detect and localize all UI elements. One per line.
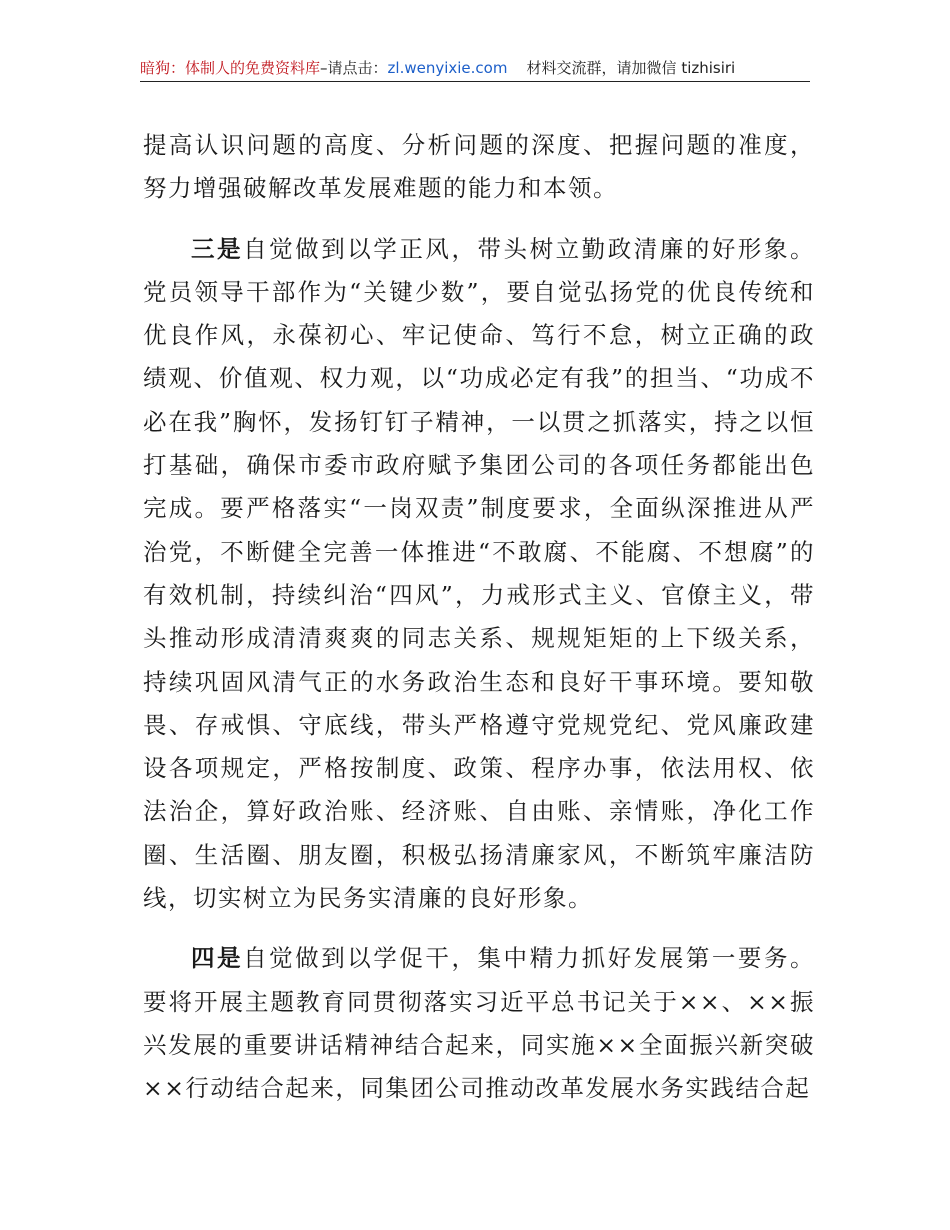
- paragraph-lead-bold: 三是: [191, 234, 244, 263]
- header-brand: 暗狗：体制人的免费资料库: [140, 59, 321, 77]
- paragraph-three: [143, 228, 815, 921]
- document-body: [143, 124, 815, 1111]
- header-prompt: –请点击：: [320, 59, 388, 77]
- paragraph-four: [143, 937, 815, 1110]
- paragraph-continued: [143, 124, 815, 211]
- page-header: [140, 56, 810, 82]
- paragraph-text: 自觉做到以学促干，集中精力抓好发展第一要务。要将开展主题教育同贯彻落实习近平总书记关于××、××振兴发展的重要讲话精神结合起来，同实施××全面振兴新突破××行动结合起来，同集团公司推动改革发展水务实践结合起: [143, 944, 816, 1103]
- header-contact: 材料交流群，请加微信 tizhisiri: [526, 59, 736, 77]
- header-url-link[interactable]: zl.wenyixie.com: [387, 59, 508, 77]
- paragraph-text: 自觉做到以学正风，带头树立勤政清廉的好形象。党员领导干部作为“关键少数”，要自觉弘扬党的优良传统和优良作风，永葆初心、牢记使命、笃行不怠，树立正确的政绩观、价值观、权力观，以“功成必定有我”的担当、“功成不必在我”胸怀，发扬钉钉子精神，一以贯之抓落实，持之以恒打基础，确保市委市政府赋予集团公司的各项任务都能出色完成。要严格落实“一岗双责”制度要求，全面纵深推进从严治党，不断健全完善一体推进“不敢腐、不能腐、不想腐”的有效机制，持续纠治“四风”，力戒形式主义、官僚主义，带头推动形成清清爽爽的同志关系、规规矩矩的上下级关系，持续巩固风清气正的水务政治生态和良好干事环境。要知敬畏、存戒惧、守底线，带头严格遵守党规党纪、党风廉政建设各项规定，严格按制度、政策、程序办事，依法用权、依法治企，算好政治账、经济账、自由账、亲情账，净化工作圈、生活圈、朋友圈，积极弘扬清廉家风，不断筑牢廉洁防线，切实树立为民务实清廉的良好形象。: [143, 234, 816, 913]
- paragraph-text: 提高认识问题的高度、分析问题的深度、把握问题的准度，努力增强破解改革发展难题的能力和本领。: [143, 131, 815, 203]
- paragraph-lead-bold: 四是: [191, 944, 244, 973]
